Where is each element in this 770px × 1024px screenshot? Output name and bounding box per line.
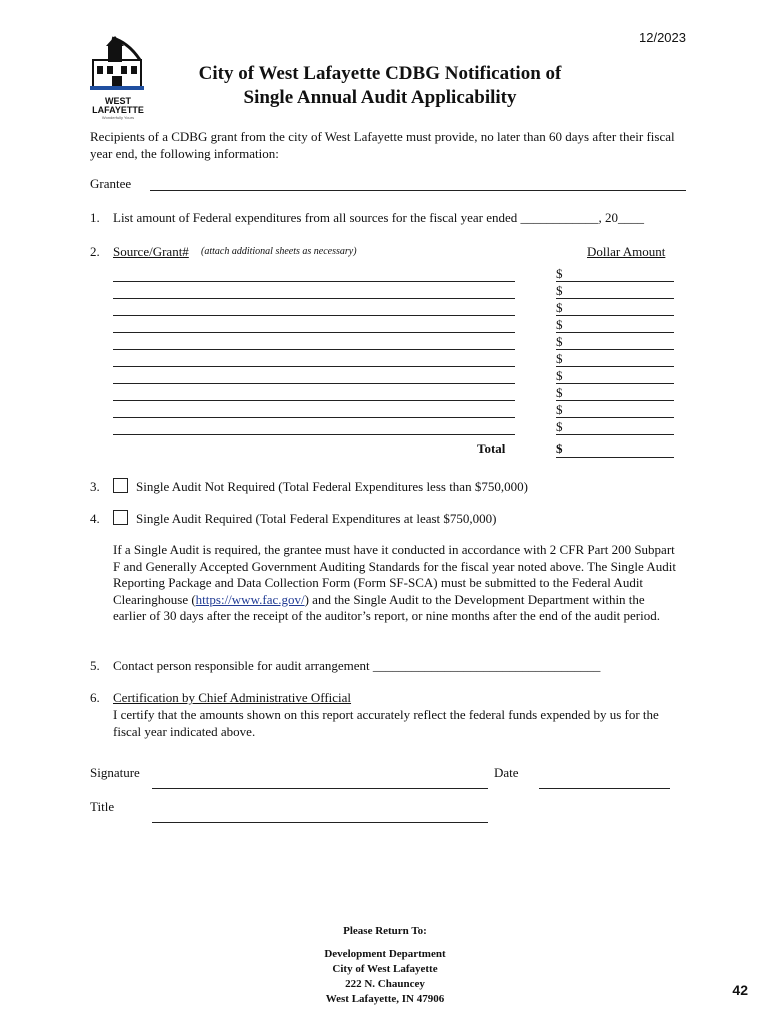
- source-grant-header: Source/Grant#: [113, 244, 189, 259]
- item-3-text: Single Audit Not Required (Total Federal Expenditures less than $750,000): [136, 479, 528, 494]
- address-dept: Development Department: [324, 948, 446, 960]
- dollar-amount-header: Dollar Amount: [587, 244, 666, 259]
- source-line-6[interactable]: [113, 366, 515, 367]
- item-3-number: 3.: [90, 479, 100, 494]
- currency-sign: $: [556, 419, 563, 434]
- amount-line-4[interactable]: [556, 332, 674, 333]
- title-label: Title: [90, 799, 115, 814]
- amount-line-2[interactable]: [556, 298, 674, 299]
- return-address: [260, 947, 510, 1007]
- certification-heading: Certification by Chief Administrative Official: [113, 690, 352, 705]
- date-label: Date: [494, 765, 519, 780]
- certification-text: I certify that the amounts shown on this report accurately reflect the federal funds expended by us for the fiscal year indicated above.: [113, 707, 659, 739]
- item-5-text: Contact person responsible for audit arrangement ___________________________________: [113, 658, 601, 673]
- currency-sign: $: [556, 300, 563, 315]
- total-currency-sign: $: [556, 441, 563, 456]
- title-field[interactable]: [152, 822, 488, 823]
- grantee-label: Grantee: [90, 176, 132, 191]
- attach-sheets-note: (attach additional sheets as necessary): [201, 246, 357, 257]
- date-field[interactable]: [539, 788, 670, 789]
- source-line-1[interactable]: [113, 281, 515, 282]
- title-line-1: City of West Lafayette CDBG Notification of: [198, 63, 562, 84]
- currency-sign: $: [556, 317, 563, 332]
- item-4-text: Single Audit Required (Total Federal Expenditures at least $750,000): [136, 511, 497, 526]
- currency-sign: $: [556, 266, 563, 281]
- amount-line-6[interactable]: [556, 366, 674, 367]
- item-4-number: 4.: [90, 511, 100, 526]
- amount-line-7[interactable]: [556, 383, 674, 384]
- source-line-9[interactable]: [113, 417, 515, 418]
- source-line-3[interactable]: [113, 315, 515, 316]
- currency-sign: $: [556, 334, 563, 349]
- item-1-text: List amount of Federal expenditures from all sources for the fiscal year ended ____________, 20____: [113, 210, 645, 225]
- total-amount-line[interactable]: [556, 457, 674, 458]
- logo-text-west: WEST: [105, 96, 131, 106]
- amount-line-9[interactable]: [556, 417, 674, 418]
- currency-sign: $: [556, 351, 563, 366]
- fac-link[interactable]: https://www.fac.gov/: [195, 591, 305, 607]
- audit-required-checkbox[interactable]: [113, 510, 128, 525]
- single-audit-paragraph: [113, 542, 678, 625]
- item-2-number: 2.: [90, 244, 100, 259]
- item-1-number: 1.: [90, 210, 100, 225]
- grantee-field[interactable]: [150, 190, 686, 191]
- amount-line-10[interactable]: [556, 434, 674, 435]
- address-city: City of West Lafayette: [332, 963, 438, 975]
- address-street: 222 N. Chauncey: [345, 978, 425, 990]
- amount-line-8[interactable]: [556, 400, 674, 401]
- intro-paragraph: Recipients of a CDBG grant from the city of West Lafayette must provide, no later than 60 days after their fiscal year end, the following information:: [90, 129, 675, 161]
- currency-sign: $: [556, 283, 563, 298]
- currency-sign: $: [556, 402, 563, 417]
- total-label: Total: [477, 441, 506, 456]
- audit-not-required-checkbox[interactable]: [113, 478, 128, 493]
- city-hall-logo-icon: [88, 36, 148, 92]
- item-6-number: 6.: [90, 690, 100, 705]
- source-line-4[interactable]: [113, 332, 515, 333]
- currency-sign: $: [556, 368, 563, 383]
- source-line-10[interactable]: [113, 434, 515, 435]
- page-title: [150, 62, 610, 110]
- address-citystate: West Lafayette, IN 47906: [325, 993, 445, 1005]
- return-to-label: Please Return To:: [343, 925, 427, 937]
- amount-line-5[interactable]: [556, 349, 674, 350]
- amount-line-3[interactable]: [556, 315, 674, 316]
- logo-tagline: Wonderfully Yours: [101, 115, 135, 120]
- audit-paragraph-part-2: ) and the Single Audit to the Development Department within the earlier of 30 days after the receipt of the auditor’s report, or nine months after the end of the audit period.: [113, 591, 661, 623]
- source-line-5[interactable]: [113, 349, 515, 350]
- signature-field[interactable]: [152, 788, 488, 789]
- header-date: 12/2023: [639, 30, 686, 45]
- city-logo: [88, 36, 148, 120]
- signature-label: Signature: [90, 765, 140, 780]
- logo-text-lafayette: LAFAYETTE: [92, 105, 144, 115]
- amount-line-1[interactable]: [556, 281, 674, 282]
- page-number: 42: [732, 982, 748, 998]
- currency-sign: $: [556, 385, 563, 400]
- source-line-2[interactable]: [113, 298, 515, 299]
- audit-paragraph-part-1: If a Single Audit is required, the grantee must have it conducted in accordance with 2 CFR Part 200 Subpart F and Generally Accepted Government Auditing Standards for the fiscal year noted above. The Single Audit Reporting Package and Data Collection Form (Form SF-SCA) must be submitted to the Federal Audit Clearinghouse (: [113, 542, 676, 607]
- source-line-7[interactable]: [113, 383, 515, 384]
- source-line-8[interactable]: [113, 400, 515, 401]
- title-line-2: Single Annual Audit Applicability: [243, 87, 517, 108]
- item-5-number: 5.: [90, 658, 100, 673]
